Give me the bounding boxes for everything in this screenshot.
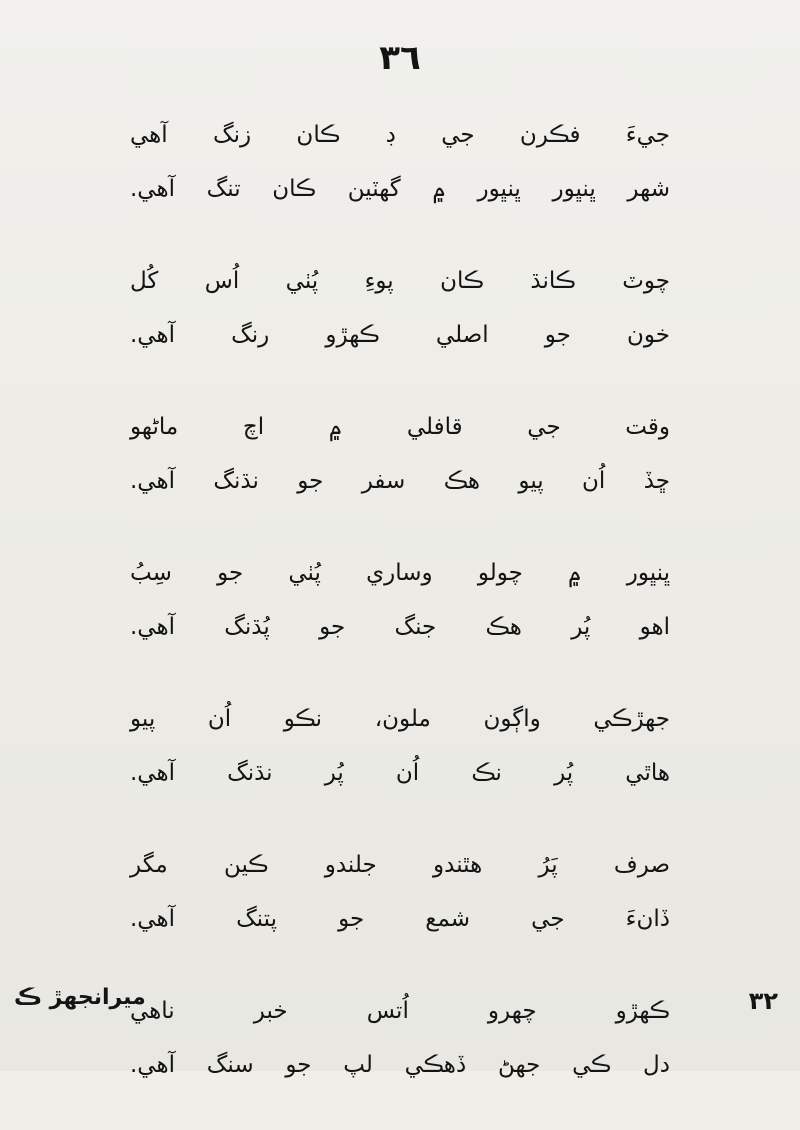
running-title: ميرانجهڙ ڪ	[14, 985, 146, 1010]
folio-number: ٣٢	[748, 987, 778, 1015]
stanza-3	[130, 400, 670, 508]
verse-line: دل ڪي جهڻ ڏهڪي لپ جو سنگ آهي.	[130, 1052, 670, 1078]
stanza-1	[130, 108, 670, 216]
stanza-5	[130, 692, 670, 800]
verse-line: وقت جي قافلي ۾ اچ ماڻهو	[130, 414, 670, 440]
verse-line: ڀنڀور ۾ چولو وساري پُٺي جو سِبُ	[130, 560, 670, 586]
page-footer	[0, 985, 800, 1025]
stanza-2	[130, 254, 670, 362]
verse-line: شهر ڀنڀور ڀنڀور ۾ گهٽين ڪان تنگ آهي.	[130, 176, 670, 202]
verse-line: چوٽ ڪانڌ ڪان پوءِ پُٺي اُس کُل	[130, 268, 670, 294]
poem	[130, 108, 670, 1130]
verse-line: ڪهڙو چهرو اُتس خبر ناهي	[130, 998, 670, 1024]
verse-line: ڏانءَ جي شمع جو پتنگ آهي.	[130, 906, 670, 932]
verse-line: خون جو اصلي ڪھڙو رنگ آهي.	[130, 322, 670, 348]
verse-line: جهڙڪي واڳون ملون، نڪو اُن پيو	[130, 706, 670, 732]
verse-line: اهو پُر هڪ جنگ جو پُڌنگ آهي.	[130, 614, 670, 640]
verse-line: جيءَ فڪرن جي ڊ ڪان زنگ آهي	[130, 122, 670, 148]
verse-line: ڇڏ اُن پيو هڪ سفر جو نڌنگ آهي.	[130, 468, 670, 494]
stanza-4	[130, 546, 670, 654]
stanza-6	[130, 838, 670, 946]
page-number: ٣٦	[379, 38, 421, 78]
verse-line: صرف پَرُ هٿندو جلندو ڪين مگر	[130, 852, 670, 878]
verse-line: هاٿي پُر نڪ اُن پُر نڌنگ آهي.	[130, 760, 670, 786]
